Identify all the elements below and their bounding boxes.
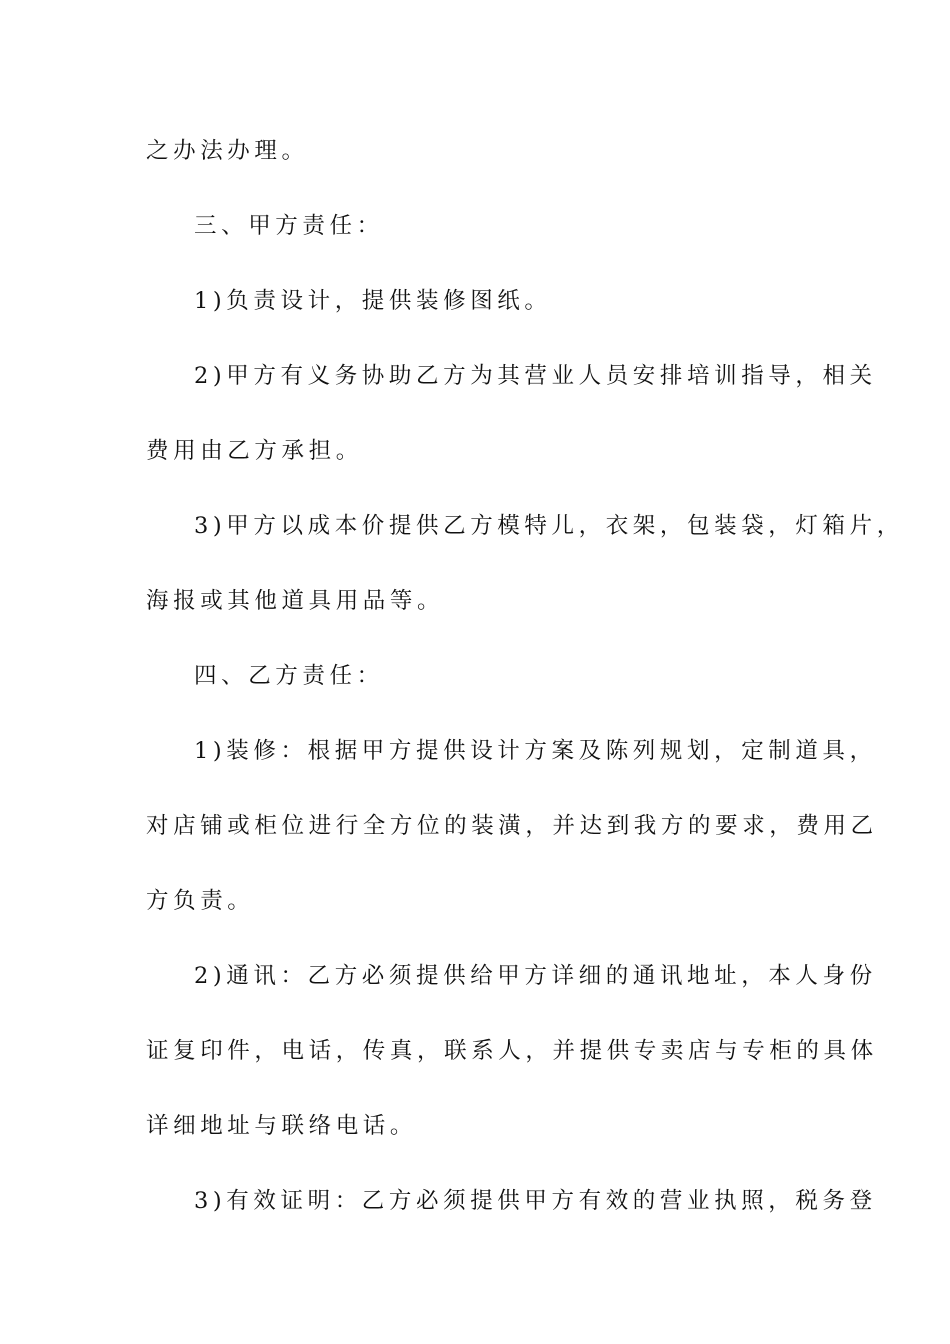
party-a-item-2-line-2: 费用由乙方承担。 <box>146 438 363 464</box>
party-b-item-1-line-3: 方负责。 <box>146 888 255 914</box>
party-b-item-3-line-1: 3)有效证明：乙方必须提供甲方有效的营业执照，税务登 <box>194 1188 877 1214</box>
paragraph-continuation-line: 之办法办理。 <box>146 138 309 164</box>
party-a-item-3-line-1: 3)甲方以成本价提供乙方模特儿，衣架，包装袋，灯箱片， <box>194 513 904 539</box>
party-b-item-2-line-1: 2)通讯：乙方必须提供给甲方详细的通讯地址，本人身份 <box>194 963 877 989</box>
party-b-item-2-line-3: 详细地址与联络电话。 <box>146 1113 418 1139</box>
section-heading-party-a: 三、甲方责任： <box>194 213 384 239</box>
party-b-item-1-line-1: 1)装修：根据甲方提供设计方案及陈列规划，定制道具， <box>194 738 877 764</box>
section-heading-party-b: 四、乙方责任： <box>194 663 384 689</box>
party-a-item-2-line-1: 2)甲方有义务协助乙方为其营业人员安排培训指导，相关 <box>194 363 877 389</box>
party-b-item-1-line-2: 对店铺或柜位进行全方位的装潢，并达到我方的要求，费用乙 <box>146 813 878 839</box>
party-a-item-1: 1)负责设计，提供装修图纸。 <box>194 288 552 314</box>
party-b-item-2-line-2: 证复印件，电话，传真，联系人，并提供专卖店与专柜的具体 <box>146 1038 878 1064</box>
party-a-item-3-line-2: 海报或其他道具用品等。 <box>146 588 445 614</box>
